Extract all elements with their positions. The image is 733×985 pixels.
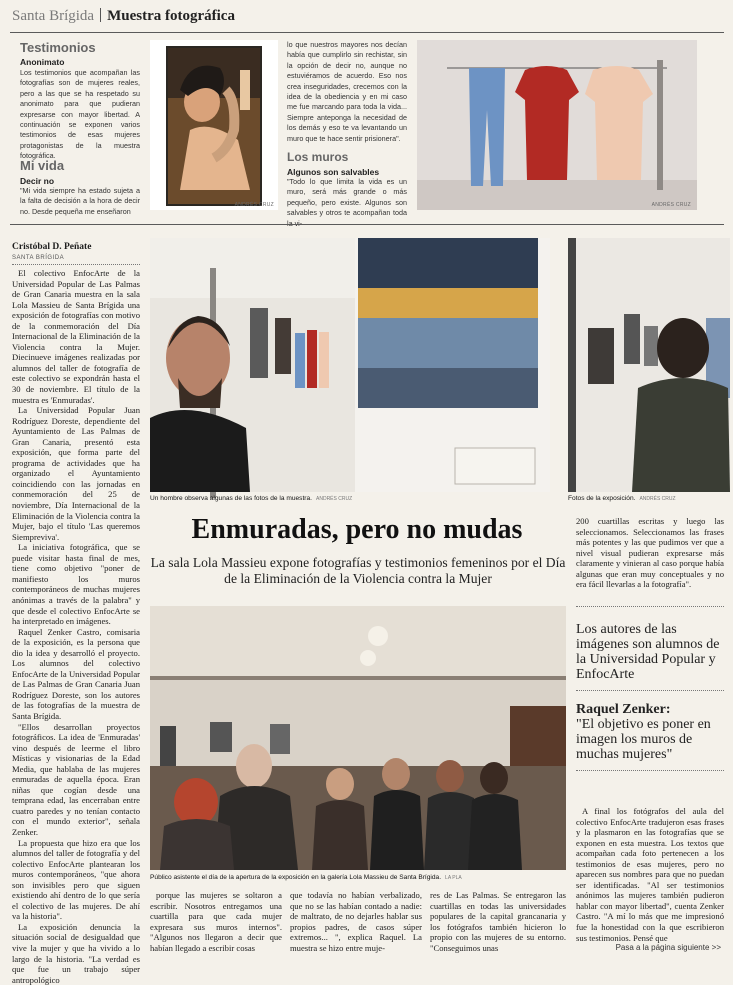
bottom-photo-caption xyxy=(150,874,462,881)
article-column-1 xyxy=(12,268,140,985)
pullquote-rule-2 xyxy=(576,690,724,691)
right-column-bottom xyxy=(576,806,724,943)
sidebar-col2-text: lo que nuestros mayores nos decían había que cumplirlo sin rechistar, sin la opción de decir no, aunque no estuviéramos de acuerdo. Eso nos crea inseguridades, crecemos con la idea de la obediencia y en mi caso me fue marcando para toda la vida... Siempre anteponga la necesidad de los demás y eso te va levantando un muro que te hace sentir prisionera". xyxy=(287,40,407,143)
article-paragraph: "Ellos desarrollan proyectos fotográficos. La idea de 'Enmuradas' vino después de leerme el libro Místicas y visionarias de la Edad Media, que hablaba de las mujeres enmuradas de aquella época. Eran niñas que cogían desde una temprana edad, las encerraban entre cuatro paredes y no tenían contacto con el mundo exterior", señala Zenker. xyxy=(12,721,140,837)
main-caption-credit: ANDRÉS CRUZ xyxy=(316,496,353,502)
article-paragraph: El colectivo EnfocArte de la Universidad Popular de Las Palmas de Gran Canaria muestra en la sala Lola Massieu de Santa Brígida una exposición de fotografías con motivo de la conmemoración del Día Internacional de la Eliminación de la Violencia contra la Mujer. Diecinueve imágenes realizadas por alumnos del taller de fotografía de este colectivo se expondrán hasta el 30 de noviembre. El título de la muestra es 'Enmuradas'. xyxy=(12,268,140,405)
article-paragraph: que todavía no habían verbalizado, que no se las habían contado a nadie: de maltrato, de no dejarles hablar sus propios padres, de casos súper extremos... ", explica Raquel. La muestra se hizo entre muje- xyxy=(290,890,422,953)
sidebar-photo2-credit: ANDRÉS CRUZ xyxy=(651,202,691,208)
sidebar-photo-clothesline xyxy=(417,40,697,210)
pullquote-rule-1 xyxy=(576,606,724,607)
article-paragraph: 200 cuartillas escritas y luego las seleccionamos. Seleccionamos las frases más potentes y las que pudimos ver que a nivel visual pudieran expresarse más claramente y vinieran al caso porque había algunas que eran muy conceptuales y no era fácil llevarlas a la fotografía". xyxy=(576,516,724,590)
article-paragraph: La exposición denuncia la situación social de desigualdad que vive la mujer y que ha vivido a lo largo de la historia. "La verdad es que fue un trabajo súper antropológico xyxy=(12,921,140,985)
section-name: Santa Brígida xyxy=(12,8,95,24)
article-column-4 xyxy=(430,890,566,953)
bottom-photo-audience xyxy=(150,606,566,870)
byline-author: Cristóbal D. Peñate xyxy=(12,242,92,252)
mivida-title: Mi vida xyxy=(20,158,65,173)
bottom-caption-credit: LA PLA xyxy=(445,875,462,881)
decirno-subtitle: Decir no xyxy=(20,176,55,186)
article-column-2 xyxy=(150,890,282,953)
article-column-3 xyxy=(290,890,422,953)
anonimato-text: Los testimonios que acompañan las fotografías son de mujeres reales, pero a las que se ha respetado su anonimato para que pudieran expresarse con mayor libertad. A continuación se exponen varios testimonios de esas mujeres protagonistas de la muestra fotográfica. xyxy=(20,68,140,161)
bottom-caption-text: Público asistente el día de la apertura de la exposición en la galería Lola Massieu de Santa Brígida. xyxy=(150,874,442,881)
right-photo-exhibition xyxy=(568,238,730,492)
muros-title: Los muros xyxy=(287,150,349,164)
byline-rule xyxy=(12,264,140,265)
article-paragraph: res de Las Palmas. Se entregaron las cuartillas en todas las universidades populares de la capital grancanaria y los fotógrafos también hicieron lo propio con las mujeres de su entorno. "Conseguimos unas xyxy=(430,890,566,953)
byline-place: SANTA BRÍGIDA xyxy=(12,255,65,261)
subsection-name: Muestra fotográfica xyxy=(107,8,235,24)
right-photo-caption xyxy=(568,495,676,502)
pullquote-2-name: Raquel Zenker: xyxy=(576,702,671,717)
header-divider xyxy=(100,8,101,22)
right-column-top xyxy=(576,516,724,590)
article-paragraph: porque las mujeres se soltaron a escribir. Nosotros entregamos una cuartilla para que cada mujer expresara sus muros internos". "Algunos nos llegaron a decir que habían llegado a escribir cosas xyxy=(150,890,282,953)
right-caption-text: Fotos de la exposición. xyxy=(568,495,636,502)
main-photo-caption xyxy=(150,495,352,502)
article-paragraph: La Universidad Popular Juan Rodríguez Doreste, dependiente del Ayuntamiento de Las Palmas de Gran Canaria, presentó esta exposición, que forma parte del programa de actividades que ha organizado el Ayuntamiento coincidiendo con las jornadas en conmemoración del 25 de noviembre, Día Internacional de la Eliminación de la Violencia contra la Mujer, bajo el título 'Las queremos Siempreviva'. xyxy=(12,405,140,542)
pullquote-rule-3 xyxy=(576,770,724,771)
deck-subtitle: La sala Lola Massieu expone fotografías y testimonios femeninos por el Día de la Eliminación de la Violencia contra la Mujer xyxy=(150,555,566,586)
sidebar-bottom-rule xyxy=(10,224,724,225)
article-paragraph: La propuesta que hizo era que los alumnos del taller de fotografía y del colectivo EnfocArte plantearan los muros contemporáneos, "que ahora son invisibles pero que siguen existiendo ahí dentro de lo que sería el colectivo de las mujeres. De ahí va la historia". xyxy=(12,837,140,922)
decirno-text: "Mi vida siempre ha estado sujeta a la falta de decisión a la hora de decir no. Desde pequeña me enseñaron xyxy=(20,186,140,216)
salvables-text: "Todo lo que limita la vida es un muro, será más grande o más pequeño, pero existe. Algunos son salvables y otros te acompañan toda xyxy=(287,177,407,218)
article-paragraph: Raquel Zenker Castro, comisaria de la exposición, es la persona que dio la idea y desarrolló el proyecto. Los alumnos del colectivo EnfocArte de la Universidad Popular de Las Palmas de Gran Canaria Juan Rodríguez Doreste, son los autores de las fotografías de la muestra de Santa Brígida. xyxy=(12,626,140,721)
right-caption-credit: ANDRÉS CRUZ xyxy=(639,496,676,502)
main-photo-man xyxy=(150,238,550,492)
continue-link[interactable]: Pasa a la página siguiente >> xyxy=(615,943,721,952)
pullquote-1: Los autores de las imágenes son alumnos de la Universidad Popular y EnfocArte xyxy=(576,622,720,682)
main-caption-text: Un hombre observa algunas de las fotos de la muestra. xyxy=(150,495,313,502)
sidebar-photo1-credit: ANDRÉS CRUZ xyxy=(234,202,274,208)
testimonios-title: Testimonios xyxy=(20,40,96,55)
headline: Enmuradas, pero no mudas xyxy=(191,514,523,545)
salvables-subtitle: Algunos son salvables xyxy=(287,167,380,177)
anonimato-subtitle: Anonimato xyxy=(20,57,65,67)
page-header xyxy=(12,8,235,25)
article-paragraph: La iniciativa fotográfica, que se puede visitar hasta final de mes, tiene como objetivo "poner de manifiesto los muros contemporáneos de muchas mujeres anónimas a través de la palabra" y que desde el colectivo EnfocArte se ha interpretado en imágenes. xyxy=(12,542,140,627)
header-rule xyxy=(10,32,724,33)
pullquote-2-text: "El objetivo es poner en imagen los muros de muchas mujeres" xyxy=(576,717,711,762)
article-paragraph: A final los fotógrafos del aula del colectivo EnfocArte tradujeron esas frases y la plasmaron en las fotografías que se exponen en esta muestra. Los textos que acompañan cada foto pertenecen a los testimonios de esas mujeres, pero no aparecen sus nombres para que no puedan ser identificadas. "Al ser testimonios anónimos las mujeres también pudieron hablar con mayor libertad", cuenta Zenker Castro. "A mí lo más que me impresionó fue la honestidad con la que escribieron sus testimonios. Pensé que xyxy=(576,806,724,943)
sidebar-photo-woman xyxy=(150,40,278,210)
